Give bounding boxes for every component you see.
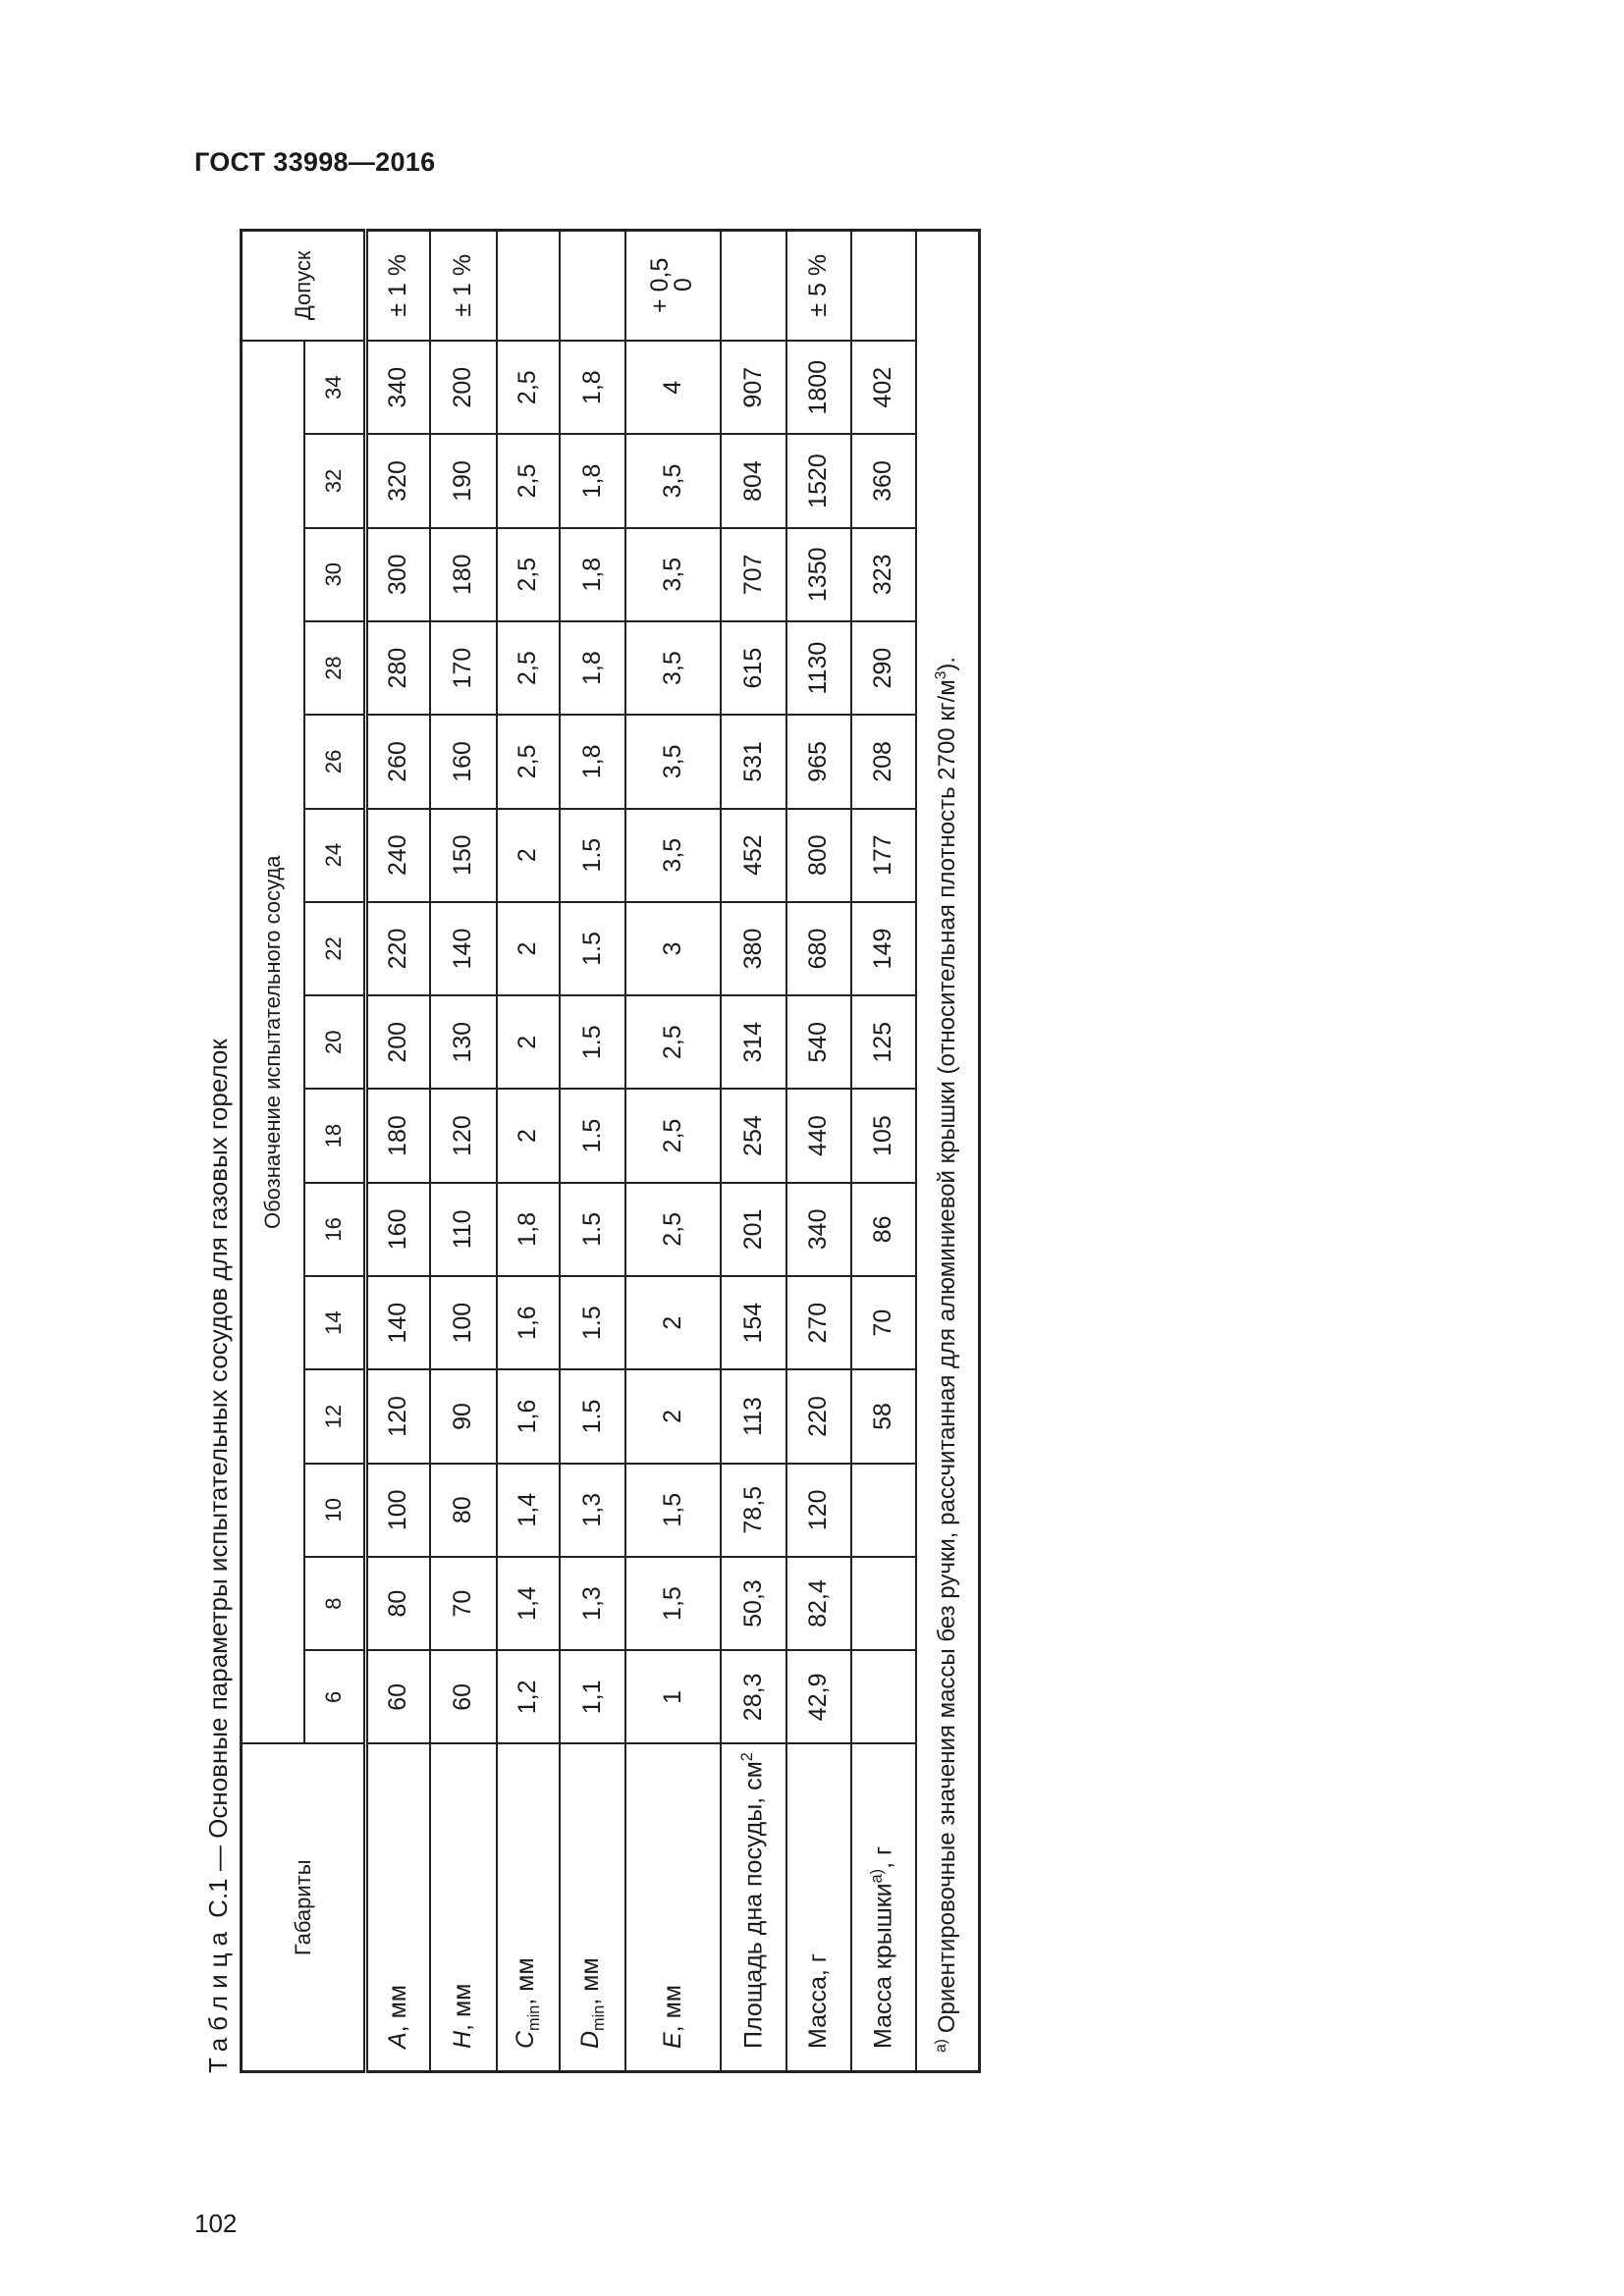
cell-value: 1,8 [560, 341, 625, 434]
cell-value [851, 1557, 916, 1650]
cell-value: 58 [851, 1369, 916, 1463]
cell-value: 208 [851, 715, 916, 808]
cell-value: 100 [366, 1464, 430, 1557]
table-row [366, 230, 430, 2071]
cell-value: 1520 [786, 434, 851, 527]
cell-value: 42,9 [786, 1650, 851, 1743]
cell-value [851, 1464, 916, 1557]
cell-value: 1 [625, 1650, 721, 1743]
cell-value: 1.5 [560, 995, 625, 1089]
cell-value: 320 [366, 434, 430, 527]
cell-value: 154 [721, 1276, 786, 1369]
cell-value: 1,8 [497, 1183, 560, 1276]
table-row [851, 230, 916, 2071]
cell-value: 3 [625, 902, 721, 995]
designation-28: 28 [304, 621, 366, 715]
cell-value: 80 [366, 1557, 430, 1650]
tolerance-cell: ± 1 % [366, 230, 430, 341]
cell-value: 340 [366, 341, 430, 434]
designation-10: 10 [304, 1464, 366, 1557]
cell-value: 1.5 [560, 1183, 625, 1276]
tolerance-cell: ± 1 % [430, 230, 497, 341]
row-label: Площадь дна посуды, $см^2$ [721, 1744, 786, 2072]
cell-value: 2,5 [497, 621, 560, 715]
cell-value: 1800 [786, 341, 851, 434]
cell-value: 120 [366, 1369, 430, 1463]
cell-value: 1.5 [560, 809, 625, 902]
caption-prefix: Таблица [203, 1925, 233, 2073]
designation-14: 14 [304, 1276, 366, 1369]
designation-24: 24 [304, 809, 366, 902]
cell-value: 360 [851, 434, 916, 527]
cell-value: 452 [721, 809, 786, 902]
cell-value: 1,3 [560, 1464, 625, 1557]
cell-value: 60 [366, 1650, 430, 1743]
cell-value: 2,5 [625, 1089, 721, 1182]
cell-value: 800 [786, 809, 851, 902]
cell-value: 140 [366, 1276, 430, 1369]
table-row [786, 230, 851, 2071]
cell-value: 100 [430, 1276, 497, 1369]
cell-value: 1.5 [560, 1369, 625, 1463]
cell-value: 1.5 [560, 902, 625, 995]
cell-value: 2,5 [497, 715, 560, 808]
cell-value: 190 [430, 434, 497, 527]
cell-value [851, 1650, 916, 1743]
cell-value: 240 [366, 809, 430, 902]
cell-value: 1,2 [497, 1650, 560, 1743]
table-caption [196, 1039, 240, 2073]
row-label: A, мм [366, 1744, 430, 2072]
cell-value: 200 [366, 995, 430, 1089]
footnote-row [916, 230, 980, 2071]
cell-value: 440 [786, 1089, 851, 1182]
cell-value: 2 [625, 1276, 721, 1369]
cell-value: 314 [721, 995, 786, 1089]
cell-value: 323 [851, 528, 916, 621]
cell-value: 1,5 [625, 1464, 721, 1557]
caption-text: — Основные параметры испытательных сосудов для газовых горелок [203, 1039, 233, 1872]
cell-value: 1,5 [625, 1557, 721, 1650]
footnote: $^{а)}$Ориентировочные значения массы без ручки, рассчитанная для алюминиевой крышки (относительная плотность 2700 $кг/м^3$). [916, 230, 980, 2071]
row-label: $C_{min}$, мм [497, 1744, 560, 2072]
row-label: $D_{min}$, мм [560, 1744, 625, 2072]
tolerance-cell: + 0,5 0 [625, 230, 721, 341]
cell-value: 1.5 [560, 1089, 625, 1182]
cell-value: 2 [497, 902, 560, 995]
caption-number: С.1 [203, 1878, 233, 1918]
cell-value: 220 [786, 1369, 851, 1463]
table-row [625, 230, 721, 2071]
document-code: ГОСТ 33998—2016 [194, 147, 436, 177]
cell-value: 615 [721, 621, 786, 715]
parameters-table [240, 229, 981, 2073]
cell-value: 3,5 [625, 809, 721, 902]
header-row-1 [242, 230, 304, 2071]
cell-value: 2,5 [625, 995, 721, 1089]
designation-header: Обозначение испытательного сосуда [242, 341, 304, 1743]
cell-value: 1,6 [497, 1369, 560, 1463]
cell-value: 1130 [786, 621, 851, 715]
cell-value: 380 [721, 902, 786, 995]
designation-12: 12 [304, 1369, 366, 1463]
cell-value: 804 [721, 434, 786, 527]
cell-value: 60 [430, 1650, 497, 1743]
tolerance-cell [560, 230, 625, 341]
cell-value: 2,5 [497, 528, 560, 621]
cell-value: 120 [786, 1464, 851, 1557]
cell-value: 3,5 [625, 621, 721, 715]
cell-value: 270 [786, 1276, 851, 1369]
cell-value: 540 [786, 995, 851, 1089]
cell-value: 1,8 [560, 715, 625, 808]
cell-value: 28,3 [721, 1650, 786, 1743]
cell-value: 1350 [786, 528, 851, 621]
cell-value: 680 [786, 902, 851, 995]
row-label: E, мм [625, 1744, 721, 2072]
cell-value: 707 [721, 528, 786, 621]
table-row [560, 230, 625, 2071]
cell-value: 290 [851, 621, 916, 715]
designation-20: 20 [304, 995, 366, 1089]
cell-value: 180 [430, 528, 497, 621]
cell-value: 254 [721, 1089, 786, 1182]
rotated-table-block [196, 232, 978, 2073]
row-label: Масса, г [786, 1744, 851, 2072]
cell-value: 170 [430, 621, 497, 715]
cell-value: 113 [721, 1369, 786, 1463]
cell-value: 402 [851, 341, 916, 434]
cell-value: 130 [430, 995, 497, 1089]
cell-value: 78,5 [721, 1464, 786, 1557]
cell-value: 110 [430, 1183, 497, 1276]
designation-30: 30 [304, 528, 366, 621]
cell-value: 2,5 [625, 1183, 721, 1276]
tolerance-header: Допуск [242, 230, 366, 341]
cell-value: 300 [366, 528, 430, 621]
cell-value: 150 [430, 809, 497, 902]
row-label: Масса крышки$^{а)}$, г [851, 1744, 916, 2072]
tolerance-cell [851, 230, 916, 341]
cell-value: 280 [366, 621, 430, 715]
designation-26: 26 [304, 715, 366, 808]
cell-value: 86 [851, 1183, 916, 1276]
table-row [430, 230, 497, 2071]
cell-value: 3,5 [625, 715, 721, 808]
designation-34: 34 [304, 341, 366, 434]
cell-value: 70 [430, 1557, 497, 1650]
cell-value: 160 [430, 715, 497, 808]
row-label: H, мм [430, 1744, 497, 2072]
cell-value: 907 [721, 341, 786, 434]
designation-18: 18 [304, 1089, 366, 1182]
cell-value: 105 [851, 1089, 916, 1182]
cell-value: 3,5 [625, 434, 721, 527]
tolerance-cell: ± 5 % [786, 230, 851, 341]
cell-value: 160 [366, 1183, 430, 1276]
cell-value: 220 [366, 902, 430, 995]
designation-32: 32 [304, 434, 366, 527]
cell-value: 149 [851, 902, 916, 995]
table-row [497, 230, 560, 2071]
designation-6: 6 [304, 1650, 366, 1743]
cell-value: 80 [430, 1464, 497, 1557]
cell-value: 260 [366, 715, 430, 808]
cell-value: 3,5 [625, 528, 721, 621]
cell-value: 180 [366, 1089, 430, 1182]
cell-value: 2 [497, 995, 560, 1089]
cell-value: 1,4 [497, 1464, 560, 1557]
cell-value: 120 [430, 1089, 497, 1182]
cell-value: 50,3 [721, 1557, 786, 1650]
cell-value: 1,8 [560, 434, 625, 527]
page-number: 102 [194, 2209, 238, 2238]
cell-value: 82,4 [786, 1557, 851, 1650]
tolerance-cell [721, 230, 786, 341]
cell-value: 140 [430, 902, 497, 995]
designation-8: 8 [304, 1557, 366, 1650]
cell-value: 531 [721, 715, 786, 808]
cell-value: 2 [497, 809, 560, 902]
cell-value: 1.5 [560, 1276, 625, 1369]
cell-value: 201 [721, 1183, 786, 1276]
designation-22: 22 [304, 902, 366, 995]
cell-value: 1,4 [497, 1557, 560, 1650]
cell-value: 2 [625, 1369, 721, 1463]
cell-value: 2,5 [497, 434, 560, 527]
cell-value: 70 [851, 1276, 916, 1369]
cell-value: 2 [497, 1089, 560, 1182]
cell-value: 177 [851, 809, 916, 902]
cell-value: 200 [430, 341, 497, 434]
designation-16: 16 [304, 1183, 366, 1276]
cell-value: 4 [625, 341, 721, 434]
cell-value: 90 [430, 1369, 497, 1463]
cell-value: 2,5 [497, 341, 560, 434]
cell-value: 340 [786, 1183, 851, 1276]
table-row [721, 230, 786, 2071]
dimensions-header: Габариты [242, 1744, 366, 2072]
cell-value: 965 [786, 715, 851, 808]
cell-value: 1,6 [497, 1276, 560, 1369]
cell-value: 1,8 [560, 528, 625, 621]
tolerance-cell [497, 230, 560, 341]
cell-value: 125 [851, 995, 916, 1089]
cell-value: 1,8 [560, 621, 625, 715]
cell-value: 1,1 [560, 1650, 625, 1743]
cell-value: 1,3 [560, 1557, 625, 1650]
